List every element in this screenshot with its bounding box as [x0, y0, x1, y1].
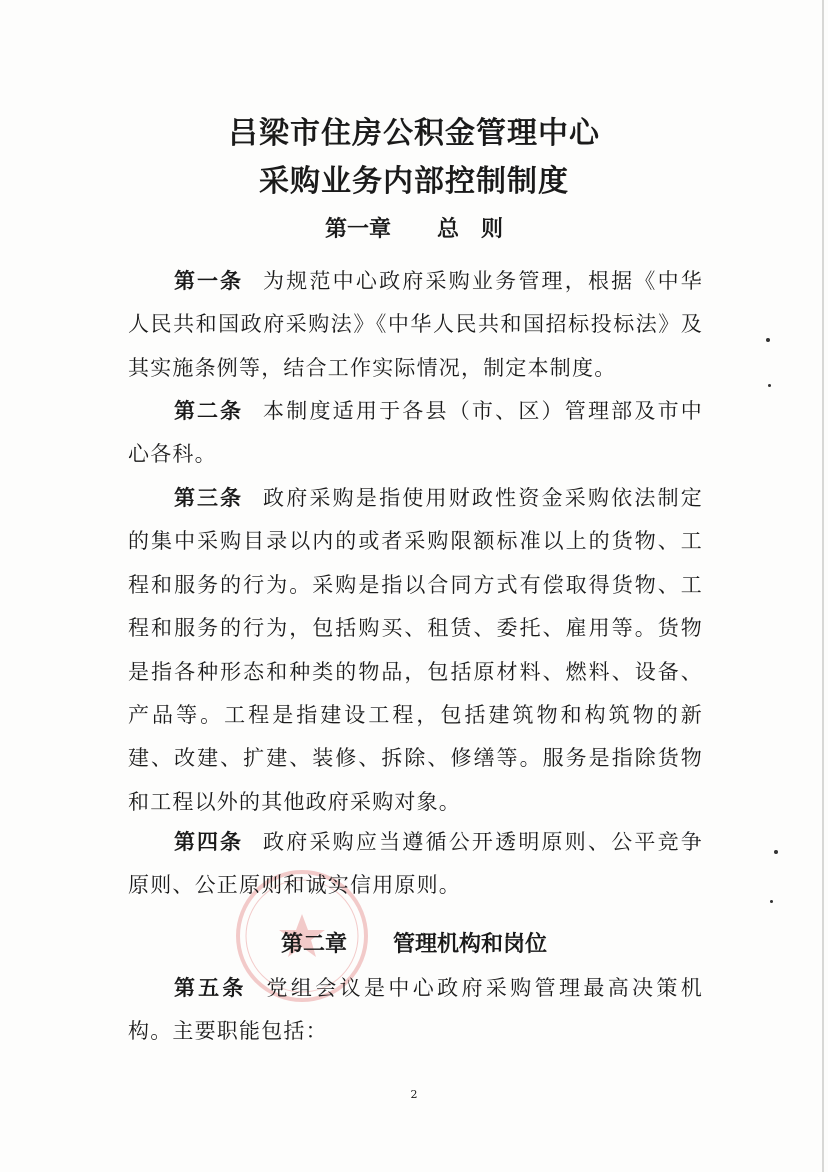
article-text: 党组会议是中心政府采购管理最高决策机构。主要职能包括：: [128, 976, 703, 1044]
article-paragraph: [128, 390, 703, 477]
chapter-name: 管理机构和岗位: [392, 932, 547, 957]
chapter-name: 总 则: [436, 217, 503, 242]
article-text: 本制度适用于各县（市、区）管理部及市中心各科。: [128, 399, 703, 467]
article-text: 为规范中心政府采购业务管理，根据《中华人民共和国政府采购法》《中华人民共和国招标投标法》及其实施条例等，结合工作实际情况，制定本制度。: [128, 269, 703, 380]
article-paragraph: [128, 260, 703, 390]
scan-speck: [766, 338, 770, 342]
page-number: 2: [410, 1088, 418, 1101]
scan-speck: [770, 900, 773, 903]
chapter-number: 第二章: [281, 932, 348, 957]
article-label: 第一条: [174, 269, 244, 293]
article-text: 政府采购应当遵循公开透明原则、公平竞争原则、公正原则和诚实信用原则。: [128, 830, 703, 898]
scan-speck: [768, 384, 771, 387]
scan-speck: [774, 850, 778, 854]
article-label: 第三条: [174, 486, 244, 510]
chapter-heading-2: [0, 927, 828, 958]
article-label: 第五条: [174, 976, 247, 1000]
article-paragraph: [128, 821, 703, 908]
document-title-line1: 吕梁市住房公积金管理中心: [228, 116, 600, 151]
article-paragraph: [128, 477, 703, 824]
article-paragraph: [128, 967, 703, 1054]
chapter-heading-1: [0, 212, 828, 243]
article-label: 第四条: [174, 830, 244, 854]
document-title-line2: 采购业务内部控制制度: [259, 164, 569, 199]
article-label: 第二条: [174, 399, 244, 423]
article-text: 政府采购是指使用财政性资金采购依法制定的集中采购目录以内的或者采购限额标准以上的货物、工程和服务的行为。采购是指以合同方式有偿取得货物、工程和服务的行为，包括购买、租赁、委托、雇用等。货物是指各种形态和种类的物品，包括原材料、燃料、设备、产品等。工程是指建设工程，包括建筑物和构筑物的新建、改建、扩建、装修、拆除、修缮等。服务是指除货物和工程以外的其他政府采购对象。: [128, 486, 703, 814]
chapter-number: 第一章: [325, 217, 392, 242]
